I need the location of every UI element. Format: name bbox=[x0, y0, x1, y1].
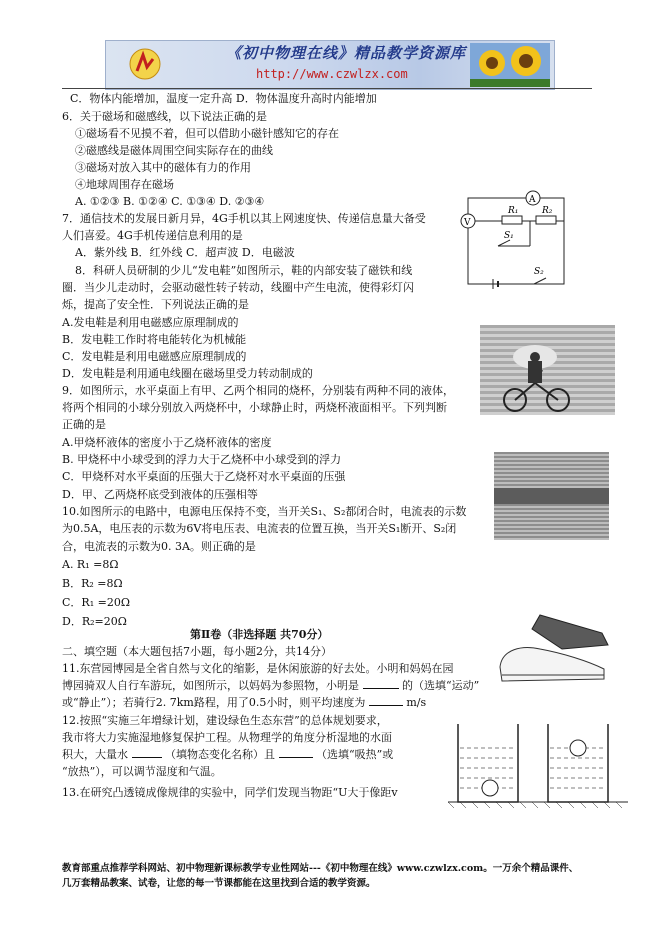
question-line: ③磁场对放入其中的磁体有力的作用 bbox=[75, 161, 251, 174]
q11-line3 bbox=[62, 696, 426, 710]
question-line: 人们喜爱。4G手机传递信息利用的是 bbox=[62, 229, 243, 242]
footer-line1: 教育部重点推荐学科网站、初中物理新课标教学专业性网站---《初中物理在线》www.czwlzx.com。一万余个精品课件、 bbox=[62, 863, 579, 874]
question-line: A.发电鞋是利用电磁感应原理制成的 bbox=[62, 316, 239, 329]
question-line: B．发电鞋工作时将电能转化为机械能 bbox=[62, 333, 247, 346]
question-line: 10.如图所示的电路中，电源电压保持不变，当开关S₁、S₂都闭合时，电流表的示数 bbox=[62, 505, 467, 518]
question-line: B. 甲烧杯中小球受到的浮力大于乙烧杯中小球受到的浮力 bbox=[62, 453, 342, 466]
s2-label: S₂ bbox=[534, 267, 544, 277]
question-line: 正确的是 bbox=[62, 418, 106, 431]
question-line: ①磁场看不见摸不着，但可以借助小磁针感知它的存在 bbox=[75, 127, 339, 140]
voltmeter-label: V bbox=[464, 218, 471, 228]
question-line: D．甲、乙两烧杯底受到液体的压强相等 bbox=[62, 488, 258, 501]
question-line: 8．科研人员研制的少儿“发电鞋”如图所示，鞋的内部安装了磁铁和线 bbox=[75, 264, 413, 277]
site-banner bbox=[105, 40, 555, 90]
question-line: 将两个相同的小球分别放入两烧杯中，小球静止时，两烧杯液面相平。下列判断 bbox=[62, 401, 447, 414]
q12-line4: “放热”），可以调节湿度和气温。 bbox=[62, 765, 222, 778]
question-line: A.甲烧杯液体的密度小于乙烧杯液体的密度 bbox=[62, 436, 272, 449]
question-line: A. R₁ =8Ω bbox=[62, 558, 119, 571]
wetland-photo bbox=[494, 452, 609, 540]
q12-text-a: 积大，大量水 bbox=[62, 748, 128, 761]
question-line: 为0.5A，电压表的示数为6V将电压表、电流表的位置互换，当开关S₁断开、S₂闭 bbox=[62, 522, 457, 535]
question-line: C．R₁ =20Ω bbox=[62, 596, 130, 609]
bicycle-photo bbox=[480, 325, 615, 415]
q11-unit: m/s bbox=[406, 696, 427, 709]
q11-blank-2 bbox=[369, 705, 403, 706]
q13-line1: 13.在研究凸透镜成像规律的实验中，同学们发现当物距“U大于像距v bbox=[62, 786, 398, 799]
r2-label: R₂ bbox=[542, 206, 553, 216]
q11-line2 bbox=[62, 679, 479, 693]
q11-text-b: 的（选填“运动” bbox=[402, 679, 480, 692]
q11-blank-1 bbox=[363, 688, 399, 689]
q12-line1: 12.按照“实施三年增绿计划，建设绿色生态东营”的总体规划要求， bbox=[62, 714, 388, 727]
fill-blank-heading: 二、填空题（本大题包括7小题，每小题2分，共14分） bbox=[62, 645, 332, 658]
q12-line3 bbox=[62, 748, 393, 762]
question-line: ④地球周围存在磁场 bbox=[75, 178, 174, 191]
q12-blank-2 bbox=[279, 757, 313, 758]
question-line: C．发电鞋是利用电磁感应原理制成的 bbox=[62, 350, 247, 363]
q12-text-b: （填物态变化名称）且 bbox=[165, 748, 275, 761]
q11-line1: 11.东营园博园是全省自然与文化的缩影，是休闲旅游的好去处。小明和妈妈在园 bbox=[62, 662, 454, 675]
circuit-diagram bbox=[458, 186, 573, 296]
question-line: C．物体内能增加，温度一定升高 D．物体温度升高时内能增加 bbox=[70, 92, 377, 105]
question-line: ②磁感线是磁体周围空间实际存在的曲线 bbox=[75, 144, 273, 157]
question-line: 9．如图所示，水平桌面上有甲、乙两个相同的烧杯，分别装有两种不同的液体， bbox=[62, 384, 454, 397]
r1-label: R₁ bbox=[508, 206, 519, 216]
question-line: D．发电鞋是利用通电线圈在磁场里受力转动制成的 bbox=[62, 367, 313, 380]
q12-text-c: （选填“吸热”或 bbox=[316, 748, 394, 761]
question-line: 烁，提高了安全性．下列说法正确的是 bbox=[62, 298, 249, 311]
q12-blank-1 bbox=[132, 757, 162, 758]
question-line: 合，电流表的示数为0. 3A。则正确的是 bbox=[62, 540, 256, 553]
question-line: 6．关于磁场和磁感线，以下说法正确的是 bbox=[62, 110, 267, 123]
question-line: B．R₂ =8Ω bbox=[62, 577, 123, 590]
q11-text-a: 博园骑双人自行车游玩，如图所示，以妈妈为参照物，小明是 bbox=[62, 679, 359, 692]
question-line: C．甲烧杯对水平桌面的压强大于乙烧杯对水平桌面的压强 bbox=[62, 470, 346, 483]
sunflower-icon bbox=[470, 43, 550, 87]
question-line: A. ①②③ B. ①②④ C. ①③④ D. ②③④ bbox=[75, 195, 265, 208]
question-line: 圈．当少儿走动时，会驱动磁性转子转动，线圈中产生电流，使得彩灯闪 bbox=[62, 281, 414, 294]
banner-title: 《初中物理在线》精品教学资源库 bbox=[226, 44, 467, 62]
power-shoe-photo bbox=[492, 605, 612, 690]
q11-text-c: 或“静止”）；若骑行2. 7km路程，用了0.5小时，则平均速度为 bbox=[62, 696, 366, 709]
q12-line2: 我市将大力实施湿地修复保护工程。从物理学的角度分析湿地的水面 bbox=[62, 731, 392, 744]
section-two-title: 第Ⅱ卷（非选择题 共70分） bbox=[190, 628, 329, 641]
header-rule bbox=[62, 88, 592, 89]
site-logo-icon bbox=[128, 47, 162, 81]
s1-label: S₁ bbox=[504, 231, 514, 241]
beakers-figure bbox=[448, 718, 628, 808]
ammeter-label: A bbox=[529, 195, 536, 205]
question-line: 7．通信技术的发展日新月异，4G手机以其上网速度快、传递信息量大备受 bbox=[62, 212, 426, 225]
question-line: A．紫外线 B．红外线 C．超声波 D．电磁波 bbox=[75, 246, 295, 259]
banner-url: http://www.czwlzx.com bbox=[256, 67, 408, 81]
footer-line2: 几万套精品教案、试卷，让您的每一节课都能在这里找到合适的教学资源。 bbox=[62, 878, 376, 889]
question-line: D．R₂=20Ω bbox=[62, 615, 127, 628]
